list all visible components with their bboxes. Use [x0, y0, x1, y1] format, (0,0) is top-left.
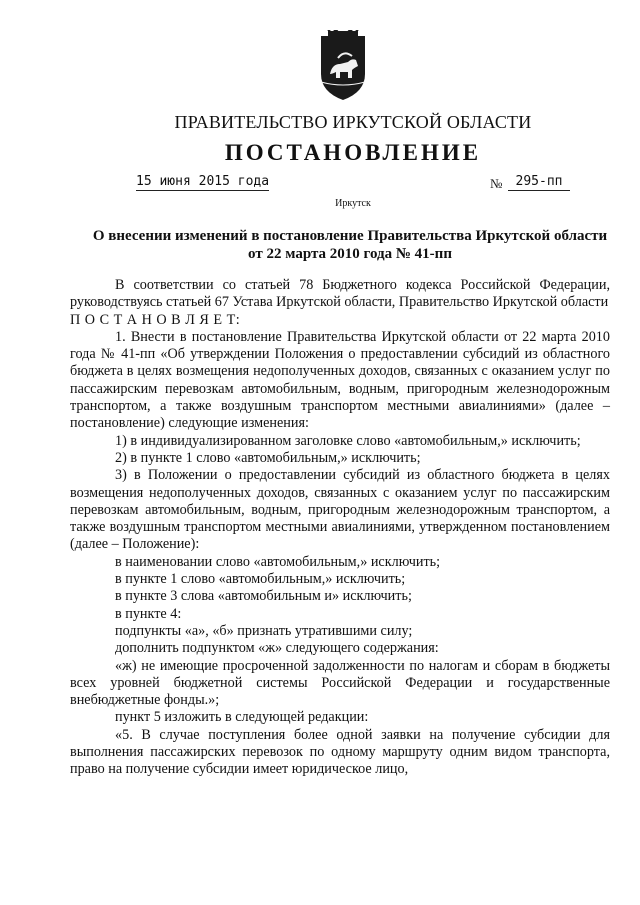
subject-line-1: О внесении изменений в постановление Правительства Иркутской области	[92, 228, 608, 244]
document-number	[508, 174, 570, 189]
paragraph-subitem-3: 3) в Положении о предоставлении субсидий из областного бюджета в целях возмещения недополученных доходов, связанных с оказанием услуг по пассажирским перевозкам автомобильным, водным, пригородным железнодорожным транспортом, а также воздушным транспортом местными авиалиниями, утвержденном постановлением (далее – Положение):	[70, 467, 610, 553]
date-text: 15 июня 2015 года	[136, 174, 270, 189]
document-body	[70, 277, 610, 779]
subject-line-2: от 22 марта 2010 года № 41-пп	[248, 246, 452, 262]
paragraph-resolves: П О С Т А Н О В Л Я Е Т:	[70, 311, 241, 328]
paragraph-preamble: В соответствии со статьей 78 Бюджетного кодекса Российской Федерации, руководствуясь статьей 67 Устава Иркутской области, Правительство Иркутской области	[70, 277, 610, 311]
paragraph-point-1-change: в пункте 1 слово «автомобильным,» исключить;	[115, 571, 406, 588]
paragraph-add-subpoint: дополнить подпунктом «ж» следующего содержания:	[115, 640, 439, 657]
number-underline	[508, 190, 570, 191]
paragraph-subitem-2: 2) в пункте 1 слово «автомобильным,» исключить;	[115, 449, 421, 466]
coat-of-arms-icon	[318, 30, 368, 102]
date-underline	[136, 190, 269, 191]
paragraph-item-1: 1. Внести в постановление Правительства Иркутской области от 22 марта 2010 года № 41-пп «Об утверждении Положения о предоставлении субсидий из областного бюджета в целях возмещения недополученных доходов, связанных с оказанием услуг по пассажирским перевозкам автомобильным, водным, пригородным железнодорожным транспортом, а также воздушным транспортом местными авиалиниями» (далее – постановление) следующие изменения:	[70, 328, 610, 432]
paragraph-subpoint-zh: «ж) не имеющие просроченной задолженности по налогам и сборам в бюджеты всех уровней бюджетной системы Российской Федерации и государственные внебюджетные фонды.»;	[70, 657, 610, 709]
paragraph-subpoints-void: подпункты «а», «б» признать утратившими силу;	[115, 622, 413, 639]
paragraph-title-change: в наименовании слово «автомобильным,» исключить;	[115, 553, 441, 570]
paragraph-point-5-text: «5. В случае поступления более одной заявки на получение субсидии для выполнения пассажирских перевозок по одному маршруту одним видом транспорта, право на получение субсидии имеет юридическое лицо,	[70, 726, 610, 778]
paragraph-point-4: в пункте 4:	[115, 605, 182, 622]
city: Иркутск	[335, 198, 371, 209]
paragraph-subitem-1: 1) в индивидуализированном заголовке слово «автомобильным,» исключить;	[115, 432, 581, 449]
number-text: 295-пп	[515, 174, 563, 189]
number-sign: №	[490, 176, 503, 191]
government-name: ПРАВИТЕЛЬСТВО ИРКУТСКОЙ ОБЛАСТИ	[174, 112, 532, 132]
document-date	[136, 174, 269, 189]
paragraph-point-5-intro: пункт 5 изложить в следующей редакции:	[115, 709, 369, 726]
document-type: ПОСТАНОВЛЕНИЕ	[224, 140, 482, 165]
document-subject	[70, 227, 630, 263]
paragraph-point-3-change: в пункте 3 слова «автомобильным и» исключить;	[115, 588, 412, 605]
